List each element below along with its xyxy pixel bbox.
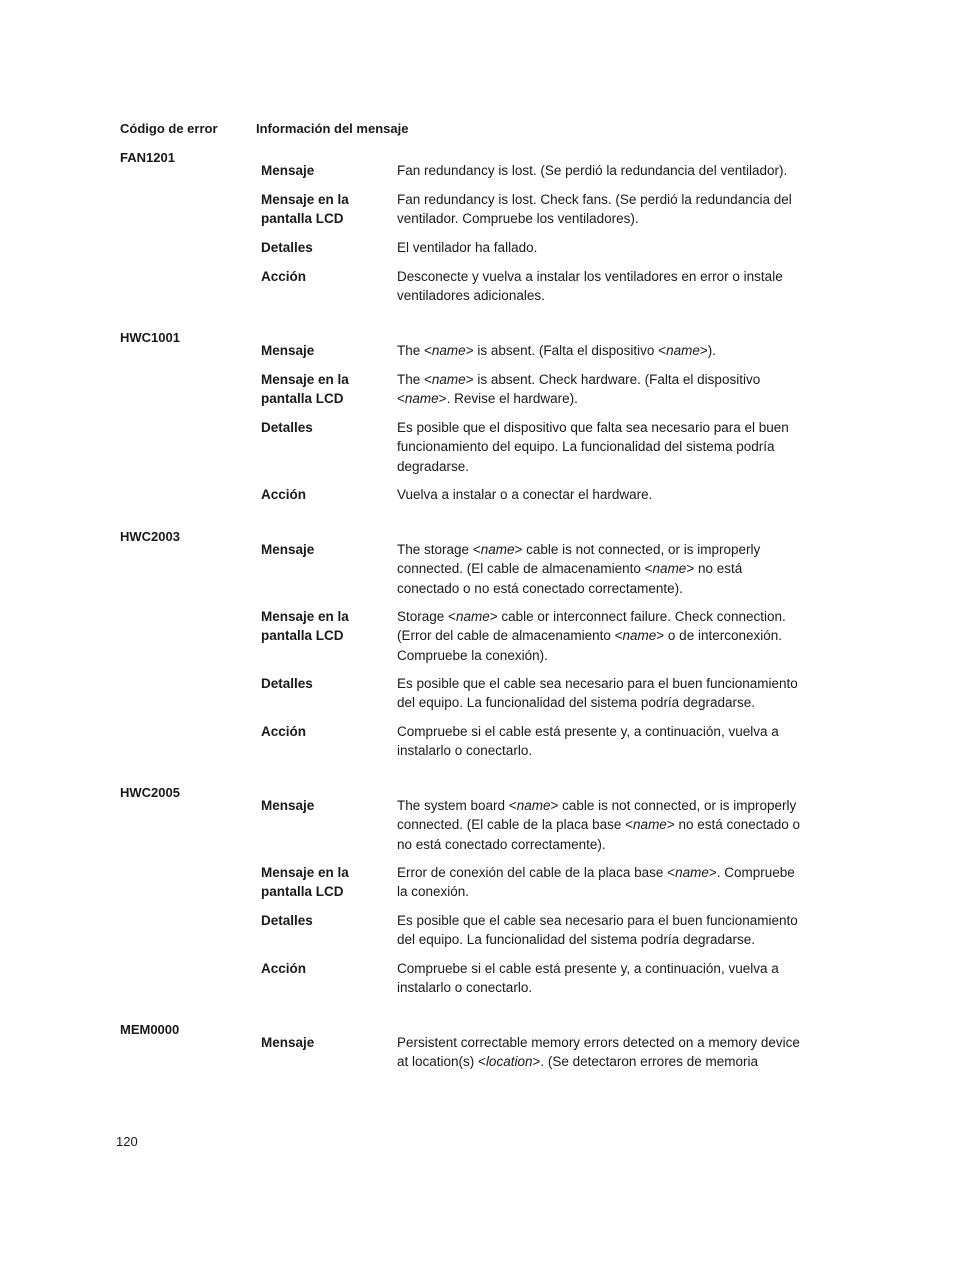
row-label: Acción [261, 487, 307, 502]
row-value: Compruebe si el cable está presente y, a continuación, vuelva a instalarlo o conectarlo. [397, 724, 779, 759]
row-label: Mensaje [261, 1035, 315, 1050]
row-value: Error de conexión del cable de la placa base <name>. Compruebe la conexión. [397, 865, 795, 900]
error-code: FAN1201 [120, 150, 175, 165]
row-value: Fan redundancy is lost. Check fans. (Se perdió la redundancia del ventilador. Compruebe los ventiladores). [397, 192, 792, 227]
row-label: Mensaje en la pantalla LCD [261, 609, 349, 644]
page-number: 120 [116, 1134, 138, 1149]
row-label: Detalles [261, 240, 313, 255]
row-label: Mensaje [261, 542, 315, 557]
error-code: HWC1001 [120, 330, 180, 345]
error-code: HWC2005 [120, 785, 180, 800]
row-label: Mensaje en la pantalla LCD [261, 865, 349, 900]
header-error-code: Código de error [120, 121, 218, 136]
error-code: MEM0000 [120, 1022, 180, 1037]
header-message-info: Información del mensaje [256, 121, 409, 136]
row-value: The <name> is absent. (Falta el dispositivo <name>). [397, 343, 716, 358]
row-label: Mensaje [261, 343, 315, 358]
row-label: Mensaje [261, 798, 315, 813]
row-label: Acción [261, 269, 307, 284]
row-value: Compruebe si el cable está presente y, a continuación, vuelva a instalarlo o conectarlo. [397, 961, 779, 996]
row-value: Persistent correctable memory errors detected on a memory device at location(s) <location>. (Se detectaron errores de memoria [397, 1035, 800, 1070]
error-code: HWC2003 [120, 529, 180, 544]
row-value: El ventilador ha fallado. [397, 240, 538, 255]
row-value: Es posible que el cable sea necesario para el buen funcionamiento del equipo. La funcionalidad del sistema podría degradarse. [397, 913, 798, 948]
row-value: Vuelva a instalar o a conectar el hardware. [397, 487, 653, 502]
row-label: Detalles [261, 676, 313, 691]
row-label: Detalles [261, 913, 313, 928]
row-value: Desconecte y vuelva a instalar los ventiladores en error o instale ventiladores adicionales. [397, 269, 783, 304]
row-value: Fan redundancy is lost. (Se perdió la redundancia del ventilador). [397, 163, 788, 178]
row-label: Mensaje en la pantalla LCD [261, 372, 349, 407]
row-value: The storage <name> cable is not connected, or is improperly connected. (El cable de almacenamiento <name> no está conectado o no está conectado correctamente). [397, 542, 761, 596]
row-label: Acción [261, 961, 307, 976]
row-value: Es posible que el dispositivo que falta sea necesario para el buen funcionamiento del equipo. La funcionalidad del sistema podría degradarse. [397, 420, 789, 474]
row-label: Mensaje en la pantalla LCD [261, 192, 349, 227]
row-label: Acción [261, 724, 307, 739]
row-label: Detalles [261, 420, 313, 435]
row-value: The system board <name> cable is not connected, or is improperly connected. (El cable de la placa base <name> no está conectado o no está conectado correctamente). [397, 798, 801, 852]
row-value: Storage <name> cable or interconnect failure. Check connection. (Error del cable de almacenamiento <name> o de interconexión. Compruebe la conexión). [397, 609, 786, 663]
row-label: Mensaje [261, 163, 315, 178]
row-value: The <name> is absent. Check hardware. (Falta el dispositivo <name>. Revise el hardware). [397, 372, 761, 407]
row-value: Es posible que el cable sea necesario para el buen funcionamiento del equipo. La funcionalidad del sistema podría degradarse. [397, 676, 798, 711]
